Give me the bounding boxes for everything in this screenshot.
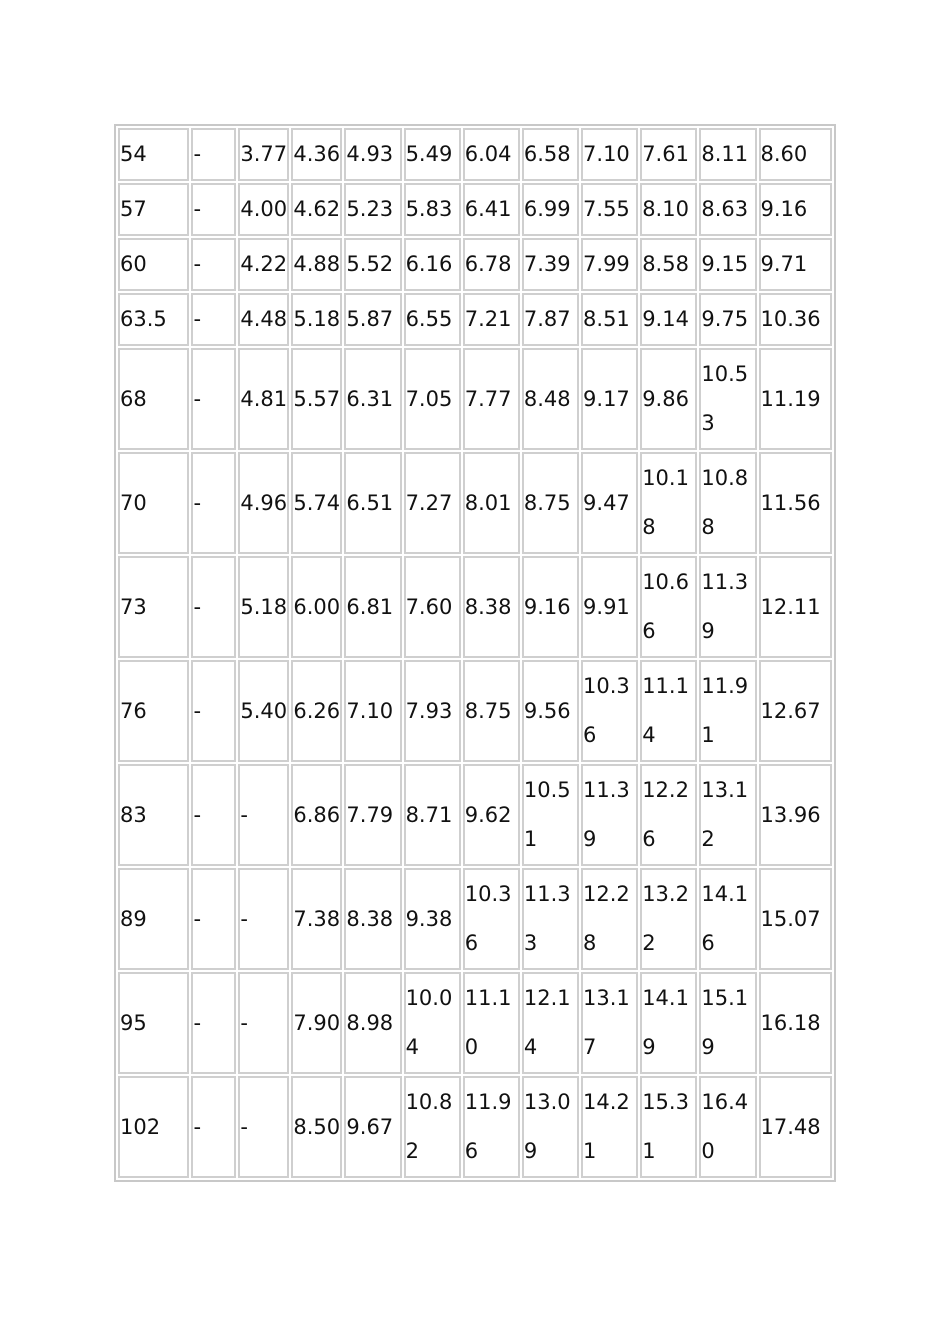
table-cell: 9.91 — [581, 556, 638, 658]
table-cell: 6.04 — [463, 128, 520, 181]
table-cell: - — [191, 764, 236, 866]
table-cell: 5.18 — [238, 556, 289, 658]
table-cell: 5.40 — [238, 660, 289, 762]
table-cell: 9.67 — [344, 1076, 401, 1178]
table-cell: 8.48 — [522, 348, 579, 450]
table-cell: 9.38 — [404, 868, 461, 970]
table-cell: 12.14 — [522, 972, 579, 1074]
table-row — [118, 556, 832, 658]
table-cell: 6.51 — [344, 452, 401, 554]
table-cell: 9.16 — [759, 183, 833, 236]
table-cell: 15.07 — [759, 868, 833, 970]
table-cell: - — [238, 1076, 289, 1178]
table-cell: 12.67 — [759, 660, 833, 762]
row-header-cell: 83 — [118, 764, 189, 866]
table-cell: - — [191, 660, 236, 762]
table-cell: 8.51 — [581, 293, 638, 346]
table-cell: 4.48 — [238, 293, 289, 346]
table-cell: 15.31 — [640, 1076, 697, 1178]
table-cell: 8.38 — [463, 556, 520, 658]
row-header-cell: 57 — [118, 183, 189, 236]
table-cell: 6.26 — [291, 660, 342, 762]
table-cell: 13.22 — [640, 868, 697, 970]
table-row — [118, 452, 832, 554]
table-cell: 5.49 — [404, 128, 461, 181]
table-cell: 8.01 — [463, 452, 520, 554]
table-cell: 14.16 — [699, 868, 756, 970]
table-cell: 10.36 — [759, 293, 833, 346]
table-cell: 4.96 — [238, 452, 289, 554]
table-cell: 13.96 — [759, 764, 833, 866]
table-cell: 9.86 — [640, 348, 697, 450]
table-cell: 11.19 — [759, 348, 833, 450]
table-cell: 5.23 — [344, 183, 401, 236]
table-cell: 6.58 — [522, 128, 579, 181]
table-cell: 10.82 — [404, 1076, 461, 1178]
table-cell: 6.00 — [291, 556, 342, 658]
data-table — [116, 126, 834, 1180]
table-row — [118, 128, 832, 181]
row-header-cell: 70 — [118, 452, 189, 554]
table-cell: 7.21 — [463, 293, 520, 346]
table-cell: 14.19 — [640, 972, 697, 1074]
table-row — [118, 348, 832, 450]
row-header-cell: 54 — [118, 128, 189, 181]
table-cell: - — [191, 452, 236, 554]
table-cell: 15.19 — [699, 972, 756, 1074]
table-cell: 11.56 — [759, 452, 833, 554]
table-cell: - — [191, 556, 236, 658]
table-cell: - — [238, 764, 289, 866]
table-cell: 5.74 — [291, 452, 342, 554]
table-cell: 8.98 — [344, 972, 401, 1074]
table-cell: 6.16 — [404, 238, 461, 291]
table-cell: 6.78 — [463, 238, 520, 291]
table-cell: 8.10 — [640, 183, 697, 236]
table-cell: 11.33 — [522, 868, 579, 970]
table-row — [118, 764, 832, 866]
table-cell: 9.75 — [699, 293, 756, 346]
table-cell: 8.63 — [699, 183, 756, 236]
table-row — [118, 660, 832, 762]
table-cell: 9.47 — [581, 452, 638, 554]
row-header-cell: 76 — [118, 660, 189, 762]
table-cell: 7.10 — [344, 660, 401, 762]
table-cell: 9.62 — [463, 764, 520, 866]
table-cell: 11.10 — [463, 972, 520, 1074]
table-cell: 7.10 — [581, 128, 638, 181]
table-cell: 8.75 — [522, 452, 579, 554]
table-cell: 6.81 — [344, 556, 401, 658]
table-cell: 7.27 — [404, 452, 461, 554]
table-cell: 11.39 — [581, 764, 638, 866]
table-cell: 8.38 — [344, 868, 401, 970]
table-cell: 10.88 — [699, 452, 756, 554]
table-cell: - — [191, 128, 236, 181]
table-cell: - — [191, 1076, 236, 1178]
table-row — [118, 868, 832, 970]
table-cell: 7.99 — [581, 238, 638, 291]
table-cell: 4.00 — [238, 183, 289, 236]
table-cell: 7.55 — [581, 183, 638, 236]
table-row — [118, 1076, 832, 1178]
table-cell: 8.11 — [699, 128, 756, 181]
table-cell: 9.16 — [522, 556, 579, 658]
table-cell: 10.18 — [640, 452, 697, 554]
table-cell: 5.52 — [344, 238, 401, 291]
table-cell: 8.50 — [291, 1076, 342, 1178]
table-cell: 7.38 — [291, 868, 342, 970]
table-cell: 10.36 — [463, 868, 520, 970]
table-cell: 9.17 — [581, 348, 638, 450]
table-cell: 7.39 — [522, 238, 579, 291]
table-cell: 12.28 — [581, 868, 638, 970]
table-row — [118, 183, 832, 236]
table-cell: 17.48 — [759, 1076, 833, 1178]
data-table-frame — [114, 124, 836, 1182]
table-cell: 10.53 — [699, 348, 756, 450]
table-body — [118, 128, 832, 1178]
table-cell: 7.93 — [404, 660, 461, 762]
table-cell: 6.41 — [463, 183, 520, 236]
table-cell: 6.55 — [404, 293, 461, 346]
table-cell: - — [191, 868, 236, 970]
table-cell: 4.62 — [291, 183, 342, 236]
table-cell: 13.12 — [699, 764, 756, 866]
table-cell: 6.31 — [344, 348, 401, 450]
table-cell: 4.81 — [238, 348, 289, 450]
table-cell: - — [191, 238, 236, 291]
table-cell: 11.96 — [463, 1076, 520, 1178]
table-cell: 9.56 — [522, 660, 579, 762]
table-cell: 5.18 — [291, 293, 342, 346]
table-cell: 11.91 — [699, 660, 756, 762]
table-cell: 7.60 — [404, 556, 461, 658]
table-row — [118, 972, 832, 1074]
table-cell: 7.77 — [463, 348, 520, 450]
table-cell: - — [191, 972, 236, 1074]
table-cell: - — [191, 293, 236, 346]
table-cell: 7.90 — [291, 972, 342, 1074]
table-cell: 16.18 — [759, 972, 833, 1074]
table-cell: 7.79 — [344, 764, 401, 866]
table-cell: 13.17 — [581, 972, 638, 1074]
table-cell: 9.14 — [640, 293, 697, 346]
table-cell: 8.58 — [640, 238, 697, 291]
row-header-cell: 60 — [118, 238, 189, 291]
table-cell: 3.77 — [238, 128, 289, 181]
table-cell: 6.99 — [522, 183, 579, 236]
table-cell: 9.71 — [759, 238, 833, 291]
row-header-cell: 89 — [118, 868, 189, 970]
table-cell: 11.14 — [640, 660, 697, 762]
table-cell: - — [238, 868, 289, 970]
row-header-cell: 63.5 — [118, 293, 189, 346]
table-cell: 10.51 — [522, 764, 579, 866]
table-cell: 5.87 — [344, 293, 401, 346]
row-header-cell: 95 — [118, 972, 189, 1074]
table-cell: - — [191, 183, 236, 236]
row-header-cell: 102 — [118, 1076, 189, 1178]
table-cell: 8.71 — [404, 764, 461, 866]
table-cell: 12.11 — [759, 556, 833, 658]
table-cell: 9.15 — [699, 238, 756, 291]
table-cell: - — [238, 972, 289, 1074]
table-cell: 10.36 — [581, 660, 638, 762]
table-cell: 10.66 — [640, 556, 697, 658]
table-cell: 8.75 — [463, 660, 520, 762]
table-cell: 7.05 — [404, 348, 461, 450]
table-cell: 7.87 — [522, 293, 579, 346]
table-cell: 7.61 — [640, 128, 697, 181]
table-cell: 4.36 — [291, 128, 342, 181]
table-cell: 4.88 — [291, 238, 342, 291]
table-cell: 16.40 — [699, 1076, 756, 1178]
table-cell: 4.93 — [344, 128, 401, 181]
table-cell: 6.86 — [291, 764, 342, 866]
table-row — [118, 238, 832, 291]
row-header-cell: 68 — [118, 348, 189, 450]
row-header-cell: 73 — [118, 556, 189, 658]
table-cell: 14.21 — [581, 1076, 638, 1178]
table-cell: 12.26 — [640, 764, 697, 866]
table-cell: 5.57 — [291, 348, 342, 450]
table-cell: 13.09 — [522, 1076, 579, 1178]
table-cell: - — [191, 348, 236, 450]
table-cell: 4.22 — [238, 238, 289, 291]
table-cell: 10.04 — [404, 972, 461, 1074]
table-cell: 11.39 — [699, 556, 756, 658]
table-row — [118, 293, 832, 346]
table-cell: 5.83 — [404, 183, 461, 236]
table-cell: 8.60 — [759, 128, 833, 181]
